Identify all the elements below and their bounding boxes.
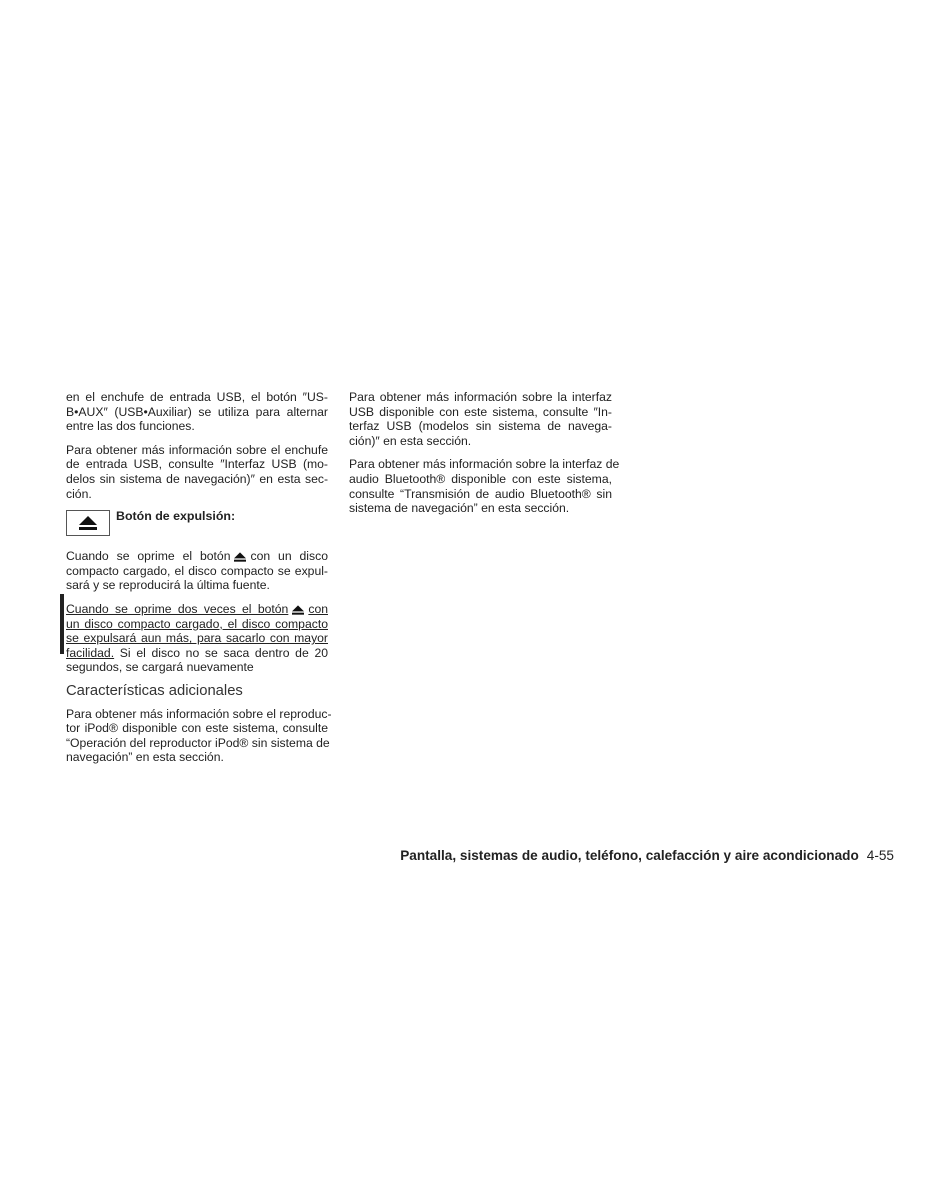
text-line: en el enchufe de entrada USB, el botón ″US- [66, 390, 328, 404]
right-column [349, 390, 620, 525]
text-line: terfaz USB (modelos sin sistema de navega- [349, 419, 612, 434]
text-line: entre las dos funciones. [66, 419, 195, 434]
paragraph-eject-twice [66, 602, 328, 675]
text-line [66, 646, 328, 661]
section-title: Características adicionales [66, 682, 243, 699]
text-line: USB disponible con este sistema, consulte ″In- [349, 404, 612, 419]
text-line: tor iPod® disponible con este sistema, consulte [66, 721, 328, 736]
text-fragment: Cuando se oprime el botón [66, 549, 231, 564]
paragraph-bluetooth [349, 457, 620, 516]
text-line: ción)″ en esta sección. [349, 433, 472, 448]
text-line: de entrada USB, consulte ″Interfaz USB (mo- [66, 457, 328, 472]
text-line: audio Bluetooth® disponible con este sistema, [349, 471, 612, 486]
paragraph-ipod [66, 706, 332, 765]
text-line: Para obtener más información sobre el enchufe [66, 442, 328, 457]
text-line: consulte “Transmisión de audio Bluetooth® sin [349, 486, 612, 501]
page-footer [400, 848, 894, 863]
eject-icon [292, 605, 304, 615]
eject-heading-text: Botón de expulsión: [116, 508, 236, 523]
text-fragment: facilidad. [66, 645, 115, 660]
text-line [66, 549, 328, 564]
text-line: navegación” en esta sección. [66, 750, 224, 765]
text-line: segundos, se cargará nuevamente [66, 660, 254, 675]
text-line: compacto cargado, el disco compacto se expul- [66, 563, 328, 578]
text-line: sará y se reproducirá la última fuente. [66, 578, 270, 593]
text-line: delos sin sistema de navegación)″ en esta sec- [66, 471, 328, 486]
text-line: B•AUX″ (USB•Auxiliar) se utiliza para alternar [66, 404, 328, 419]
left-column [66, 390, 332, 774]
paragraph-usb-info [66, 443, 328, 501]
eject-button-heading [66, 510, 328, 536]
text-line: Para obtener más información sobre la interfaz [349, 390, 612, 404]
text-fragment: Si el disco no se saca dentro de 20 [114, 645, 328, 660]
text-fragment: con [308, 601, 328, 616]
chapter-title: Pantalla, sistemas de audio, teléfono, calefacción y aire acondicionado [400, 848, 859, 863]
text-line: un disco compacto cargado, el disco compacto [66, 616, 328, 631]
paragraph-usb-interface [349, 390, 612, 448]
text-line: Para obtener más información sobre el reproduc- [66, 706, 332, 721]
revision-change-bar [60, 594, 64, 654]
text-line: sistema de navegación” en esta sección. [349, 501, 570, 516]
paragraph-eject-once [66, 549, 328, 593]
paragraph-usb-aux [66, 390, 328, 434]
eject-icon [79, 516, 97, 530]
text-fragment: Cuando se oprime dos veces el botón [66, 601, 289, 616]
text-line: ción. [66, 486, 92, 501]
text-line: Para obtener más información sobre la interfaz de [349, 457, 620, 472]
eject-icon [234, 552, 246, 562]
text-fragment: con un disco [250, 549, 328, 564]
page-number: 4-55 [866, 848, 894, 863]
eject-button-box [66, 510, 110, 536]
text-line: “Operación del reproductor iPod® sin sistema de [66, 735, 330, 750]
text-line: se expulsará aun más, para sacarlo con mayor [66, 631, 328, 646]
text-line [66, 602, 328, 617]
